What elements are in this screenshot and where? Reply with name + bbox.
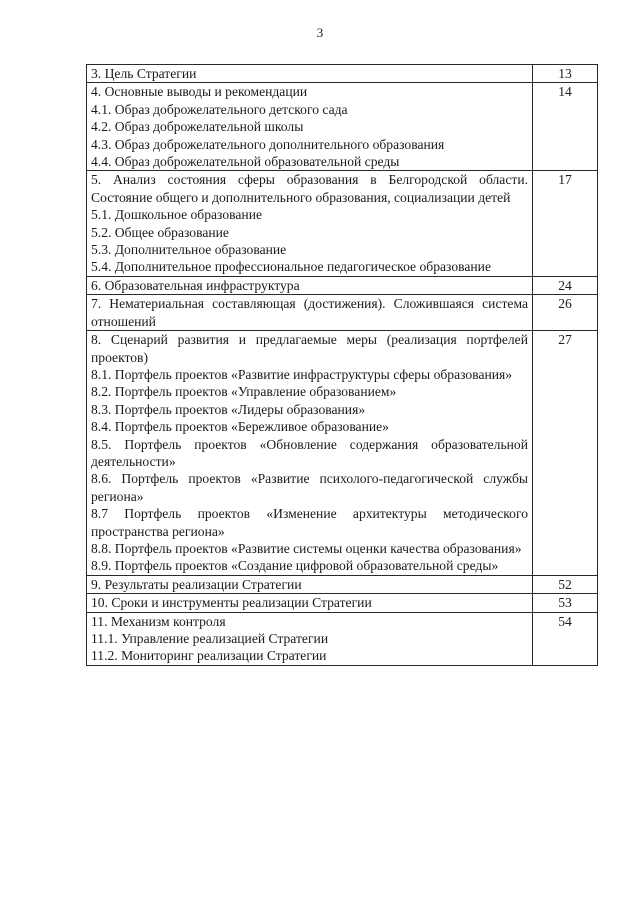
toc-subentry: 8.4. Портфель проектов «Бережливое образование»	[91, 419, 389, 435]
toc-title-cell	[87, 594, 533, 612]
toc-entry: 10. Сроки и инструменты реализации Стратегии	[91, 595, 372, 611]
toc-row	[87, 594, 598, 612]
toc-subentry: 8.7 Портфель проектов «Изменение архитектуры методического пространства региона»	[91, 506, 528, 539]
toc-subentry: 4.4. Образ доброжелательной образовательной среды	[91, 154, 400, 170]
toc-title-cell	[87, 295, 533, 331]
toc-subentry: 8.3. Портфель проектов «Лидеры образования»	[91, 401, 366, 417]
toc-subentry: 5.1. Дошкольное образование	[91, 207, 262, 223]
toc-row	[87, 331, 598, 576]
toc-subentry: 8.1. Портфель проектов «Развитие инфраструктуры сферы образования»	[91, 366, 513, 382]
toc-title-cell	[87, 612, 533, 665]
toc-entry: 11. Механизм контроля	[91, 613, 226, 629]
toc-title-cell	[87, 331, 533, 576]
toc-subentry: 8.8. Портфель проектов «Развитие системы оценки качества образования»	[91, 540, 522, 556]
toc-title-cell	[87, 575, 533, 593]
toc-entry: 7. Нематериальная составляющая (достижения). Сложившаяся система отношений	[91, 296, 528, 329]
toc-entry: 9. Результаты реализации Стратегии	[91, 576, 302, 592]
toc-title-cell	[87, 83, 533, 171]
toc-page-number: 53	[533, 594, 598, 612]
page-number: 3	[316, 25, 324, 40]
toc-page-number: 24	[533, 276, 598, 294]
toc-entry: 6. Образовательная инфраструктура	[91, 277, 300, 293]
toc-title-cell	[87, 171, 533, 276]
toc-row	[87, 575, 598, 593]
toc-row	[87, 612, 598, 665]
toc-page-number: 54	[533, 612, 598, 665]
toc-page-number: 13	[533, 65, 598, 83]
toc-subentry: 11.1. Управление реализацией Стратегии	[91, 631, 329, 646]
toc-row	[87, 171, 598, 276]
toc-subentry: 4.3. Образ доброжелательного дополнительного образования	[91, 136, 445, 152]
toc-subentry: 5.3. Дополнительное образование	[91, 242, 287, 258]
toc-row	[87, 83, 598, 171]
toc-row	[87, 295, 598, 331]
toc-entry: 8. Сценарий развития и предлагаемые меры (реализация портфелей проектов)	[91, 332, 528, 365]
toc-row	[87, 276, 598, 294]
toc-row	[87, 65, 598, 83]
toc-page-number: 14	[533, 83, 598, 171]
toc-subentry: 11.2. Мониторинг реализации Стратегии	[91, 648, 327, 664]
toc-subentry: 5.2. Общее образование	[91, 224, 229, 240]
toc-title-cell	[87, 276, 533, 294]
toc-entry: 3. Цель Стратегии	[91, 66, 197, 81]
toc-subentry: 8.2. Портфель проектов «Управление образованием»	[91, 384, 397, 400]
toc-subentry: 4.1. Образ доброжелательного детского сада	[91, 101, 348, 117]
toc-page-number: 27	[533, 331, 598, 576]
toc-subentry: 8.9. Портфель проектов «Создание цифровой образовательной среды»	[91, 558, 499, 574]
toc-entry: 5. Анализ состояния сферы образования в Белгородской области. Состояние общего и дополнительного образования, социализации детей	[91, 172, 528, 205]
toc-subentry: 5.4. Дополнительное профессиональное педагогическое образование	[91, 259, 491, 275]
toc-page-number: 26	[533, 295, 598, 331]
toc-subentry: 4.2. Образ доброжелательной школы	[91, 119, 304, 135]
toc-page-number: 17	[533, 171, 598, 276]
table-of-contents	[86, 64, 598, 666]
toc-title-cell	[87, 65, 533, 83]
toc-entry: 4. Основные выводы и рекомендации	[91, 84, 308, 100]
toc-page-number: 52	[533, 575, 598, 593]
toc-subentry: 8.6. Портфель проектов «Развитие психолого-педагогической службы региона»	[91, 471, 528, 504]
toc-subentry: 8.5. Портфель проектов «Обновление содержания образовательной деятельности»	[91, 436, 528, 469]
